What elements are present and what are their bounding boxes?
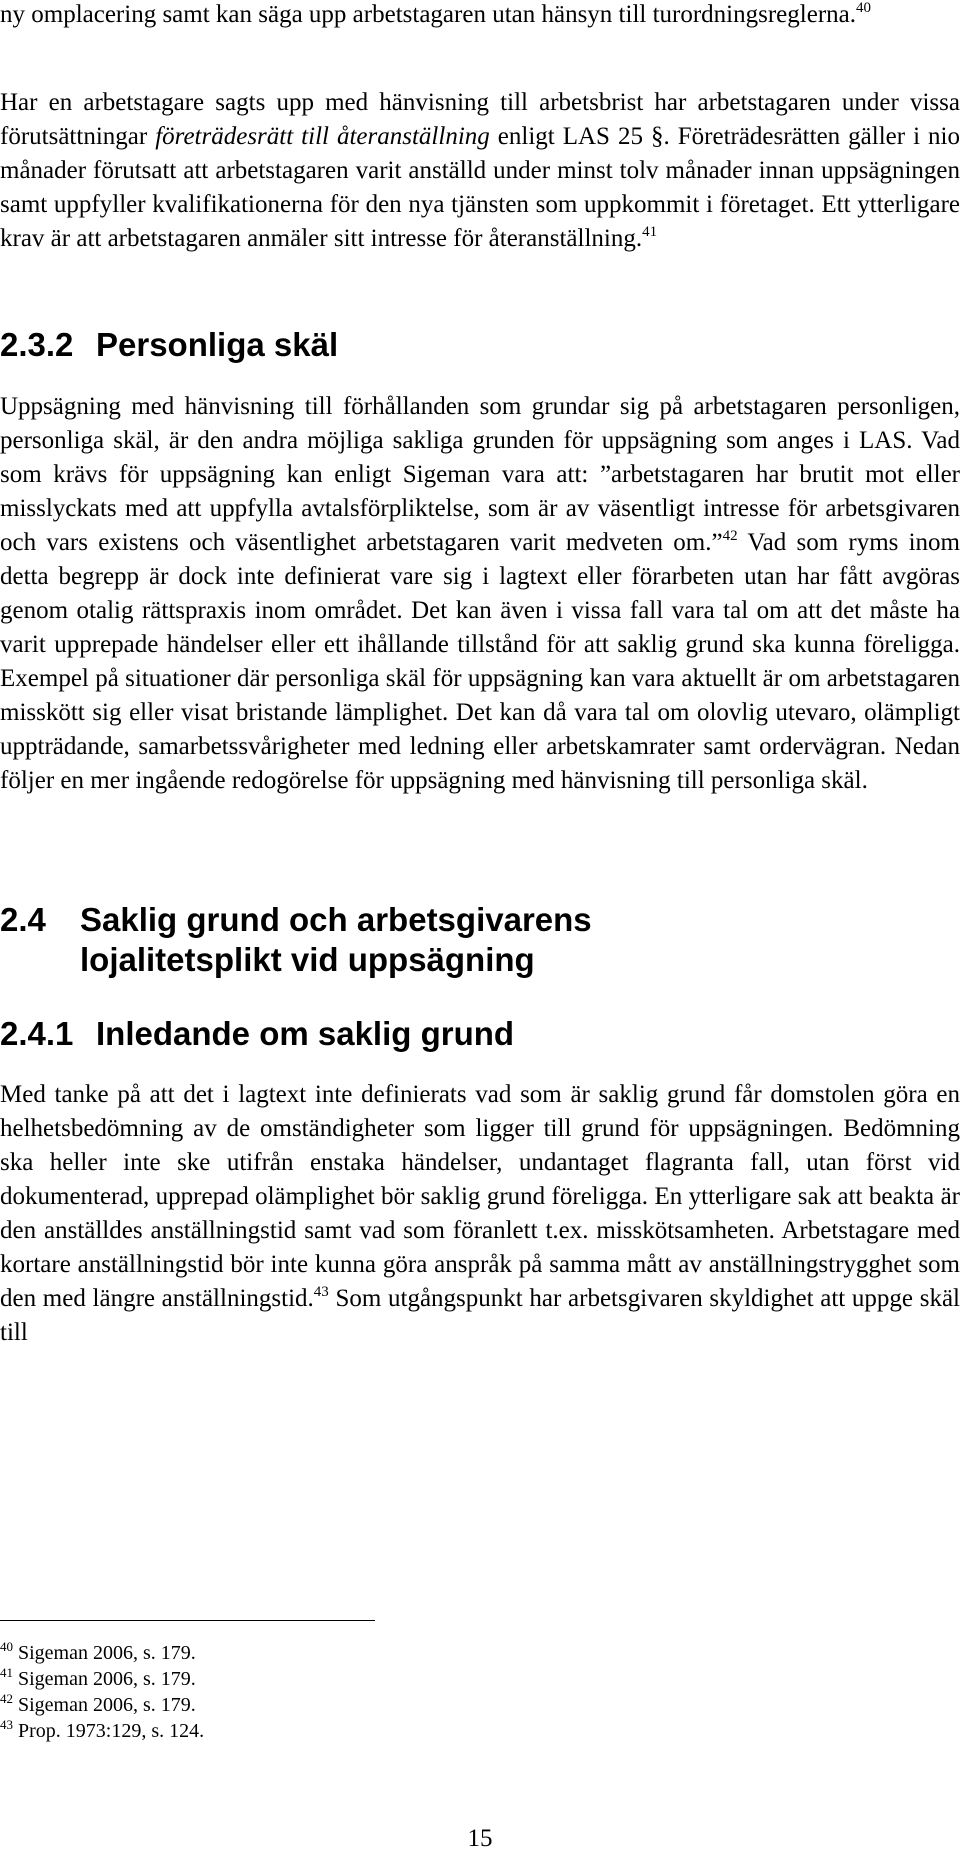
section-number: 2.4.1 [0,1015,74,1052]
section-number: 2.3.2 [0,326,74,363]
footnote-separator [0,1620,375,1621]
section-title-line1: Saklig grund och arbetsgivarens [80,901,592,938]
paragraph-foretradesratt: Har en arbetstagare sagts upp med hänvisning till arbetsbrist har arbetstagaren under vissa förutsättningar företrädesrätt till återanställning enligt LAS 25 §. Företrädesrätten gäller i nio månader förutsatt att arbetstagaren varit anställd under minst tolv månader innan uppsägningen samt uppfyller kvalifikationerna för den nya tjänsten som uppkommit i företaget. Ett ytterligare krav är att arbetstagaren anmäler sitt intresse för återanställning.$^{41}$ [0,89,960,252]
paragraph-inledande: Med tanke på att det i lagtext inte definierats vad som är saklig grund får domstolen göra en helhetsbedömning av de omständigheter som ligger till grund för uppsägningen. Bedömning ska heller inte ske utifrån enstaka händelser, undantaget flagranta fall, utan först vid dokumenterad, upprepad olämplighet bör saklig grund föreligga. En ytterligare sak att beakta är den anställdes anställningstid samt vad som föranlett t.ex. misskötsamheten. Arbetstagare med kortare anställningstid bör inte kunna göra anspråk på samma mått av anställningstrygghet som den med längre anställningstid.$^{43}$ Som utgångspunkt har arbetsgivaren skyldighet att uppge skäl till [0,1081,960,1346]
section-title: Personliga skäl [96,326,339,363]
footnote-40: $^{40}$ Sigeman 2006, s. 179. [0,1639,196,1664]
section-heading-2-4 [0,900,592,980]
footnote-ref-40: 40 [856,0,871,16]
section-title-line2: lojalitetsplikt vid uppsägning [80,941,535,978]
emphasis-term: företrädesrätt till återanställning [155,123,490,150]
page-number: 15 [467,1825,493,1852]
footnote-ref-42: 42 [722,528,738,544]
footnote-41: $^{41}$ Sigeman 2006, s. 179. [0,1665,196,1690]
paragraph-continuation: ny omplacering samt kan säga upp arbetstagaren utan hänsyn till turordningsreglerna.$^{40}$ [0,0,871,28]
footnote-42: $^{42}$ Sigeman 2006, s. 179. [0,1691,196,1716]
paragraph-personliga-skal: Uppsägning med hänvisning till förhållanden som grundar sig på arbetstagaren personligen, personliga skäl, är den andra möjliga sakliga grunden för uppsägning som anges i LAS. Vad som krävs för uppsägning kan enligt Sigeman vara att: ”arbetstagaren har brutit mot eller misslyckats med att uppfylla avtalsförpliktelse, som är av väsentligt intresse för arbetsgivaren och vars existens och väsentlighet arbetstagaren varit medveten om.”$^{42}$ Vad som ryms inom detta begrepp är dock inte definierat vare sig i lagtext eller förarbeten utan har fått avgöras genom otalig rättspraxis inom området. Det kan även i vissa fall vara tal om att det måste ha varit upprepade händelser eller ett ihållande tillstånd för att saklig grund ska kunna föreligga. Exempel på situationer där personliga skäl för uppsägning kan vara aktuellt är om arbetstagaren misskött sig eller visat bristande lämplighet. Det kan då vara tal om olovlig utevaro, olämpligt uppträdande, samarbetssvårigheter med ledning eller arbetskamrater samt ordervägran. Nedan följer en mer ingående redogörelse för uppsägning med hänvisning till personliga skäl. [0,393,960,794]
footnote-ref-41: 41 [642,224,658,240]
section-heading-2-3-2 [0,325,338,365]
section-number: 2.4 [0,901,46,938]
section-heading-2-4-1 [0,1014,514,1054]
section-title: Inledande om saklig grund [96,1015,515,1052]
footnote-ref-43: 43 [313,1284,329,1300]
footnote-43: $^{43}$ Prop. 1973:129, s. 124. [0,1717,205,1742]
